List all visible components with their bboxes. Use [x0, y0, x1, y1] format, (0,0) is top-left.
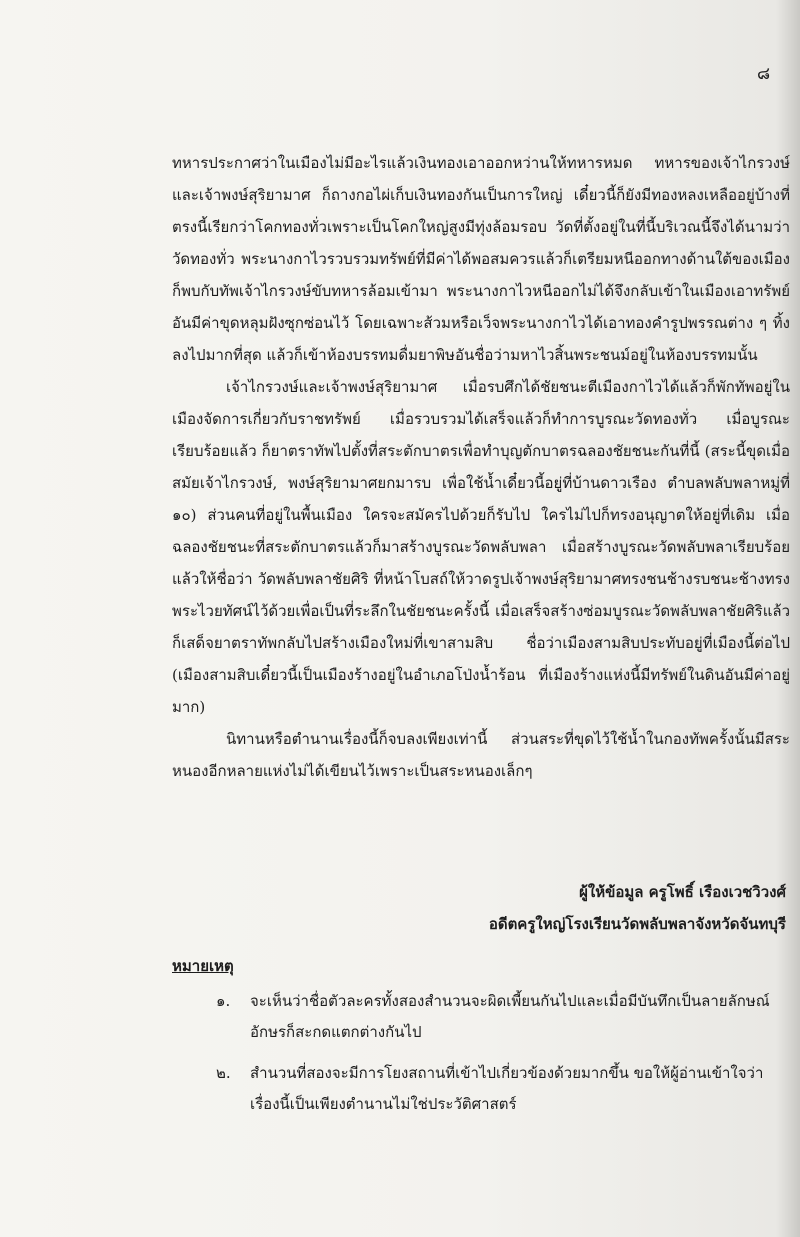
paragraph-2: เจ้าไกรวงษ์และเจ้าพงษ์สุริยามาศ เมื่อรบศึกได้ชัยชนะตีเมืองกาไวได้แล้วก็พักทัพอยู่ในเมืองจัดการเกี่ยวกับราชทรัพย์ เมื่อรวบรวมได้เสร็จแล้วก็ทำการบูรณะวัดทองทั่ว เมื่อบูรณะเรียบร้อยแล้ว ก็ยาตราทัพไปตั้งที่สระตักบาตรเพื่อทำบุญตักบาตรฉลองชัยชนะกันที่นี้ (สระนี้ขุดเมื่อสมัยเจ้าไกรวงษ์, พงษ์สุริยามาศยกมารบ เพื่อใช้น้ำเดี๋ยวนี้อยู่ที่บ้านดาวเรือง ตำบลพลับพลาหมู่ที่ ๑๐) ส่วนคนที่อยู่ในพื้นเมือง ใครจะสมัครไปด้วยก็รับไป ใครไม่ไปก็ทรงอนุญาตให้อยู่ที่เดิม เมื่อฉลองชัยชนะที่สระตักบาตรแล้วก็มาสร้างบูรณะวัดพลับพลา เมื่อสร้างบูรณะวัดพลับพลาเรียบร้อยแล้วให้ชื่อว่า วัดพลับพลาชัยศิริ ที่หน้าโบสถ์ให้วาดรูปเจ้าพงษ์สุริยามาศทรงชนช้างรบชนะช้างทรงพระไวยทัศน์ไว้ด้วยเพื่อเป็นที่ระลึกในชัยชนะครั้งนี้ เมื่อเสร็จสร้างซ่อมบูรณะวัดพลับพลาชัยศิริแล้ว ก็เสด็จยาตราทัพกลับไปสร้างเมืองใหม่ที่เขาสามสิบ ชื่อว่าเมืองสามสิบประทับอยู่ที่เมืองนี้ต่อไป (เมืองสามสิบเดี๋ยวนี้เป็นเมืองร้างอยู่ในอำเภอโป่งน้ำร้อน ที่เมืองร้างแห่งนี้มีทรัพย์ในดินอันมีค่าอยู่มาก): [172, 378, 790, 716]
note-number: ๑.: [216, 992, 231, 1010]
notes-heading: หมายเหตุ: [172, 957, 234, 975]
note-item: [216, 1058, 792, 1120]
informant-name: ผู้ให้ข้อมูล ครูโพธิ์ เรืองเวชวิวงศ์: [579, 883, 786, 901]
notes-list: [216, 986, 792, 1130]
page-number: ๘: [757, 64, 771, 84]
paragraph-3: นิทานหรือตำนานเรื่องนี้ก็จบลงเพียงเท่านี้ ส่วนสระที่ขุดไว้ใช้น้ำในกองทัพครั้งนั้นมีสระหนองอีกหลายแห่งไม่ได้เขียนไว้เพราะเป็นสระหนองเล็กๆ: [172, 730, 790, 780]
note-text: สำนวนที่สองจะมีการโยงสถานที่เข้าไปเกี่ยวข้องด้วยมากขึ้น ขอให้ผู้อ่านเข้าใจว่าเรื่องนี้เป็นเพียงตำนานไม่ใช่ประวัติศาสตร์: [250, 1064, 764, 1113]
paragraph-1: ทหารประกาศว่าในเมืองไม่มีอะไรแล้วเงินทองเอาออกหว่านให้ทหารหมด ทหารของเจ้าไกรวงษ์และเจ้าพงษ์สุริยามาศ ก็ถางกอไผ่เก็บเงินทองกันเป็นการใหญ่ เดี๋ยวนี้ก็ยังมีทองหลงเหลืออยู่บ้างที่ตรงนี้เรียกว่าโคกทองทั่วเพราะเป็นโคกใหญ่สูงมีทุ่งล้อมรอบ วัดที่ตั้งอยู่ในที่นี้บริเวณนี้จึงได้นามว่าวัดทองทั่ว พระนางกาไวรวบรวมทรัพย์ที่มีค่าได้พอสมควรแล้วก็เตรียมหนีออกทางด้านใต้ของเมืองก็พบกับทัพเจ้าไกรวงษ์ขับทหารล้อมเข้ามา พระนางกาไวหนีออกไม่ได้จึงกลับเข้าในเมืองเอาทรัพย์อันมีค่าขุดหลุมฝังซุกซ่อนไว้ โดยเฉพาะส้วมหรือเว็จพระนางกาไวได้เอาทองคำรูปพรรณต่าง ๆ ทิ้งลงไปมากที่สุด แล้วก็เข้าห้องบรรทมดื่มยาพิษอันชื่อว่ามหาไวสิ้นพระชนม์อยู่ในห้องบรรทมนั้น: [172, 154, 790, 364]
body-text: [172, 147, 790, 787]
note-text: จะเห็นว่าชื่อตัวละครทั้งสองสำนวนจะผิดเพี้ยนกันไปและเมื่อมีบันทึกเป็นลายลักษณ์อักษรก็สะกดแตกต่างกันไป: [250, 992, 770, 1041]
signature-block: [489, 876, 786, 940]
note-number: ๒.: [216, 1064, 231, 1082]
informant-position: อดีตครูใหญ่โรงเรียนวัดพลับพลาจังหวัดจันทบุรี: [488, 915, 786, 933]
note-item: [216, 986, 792, 1048]
